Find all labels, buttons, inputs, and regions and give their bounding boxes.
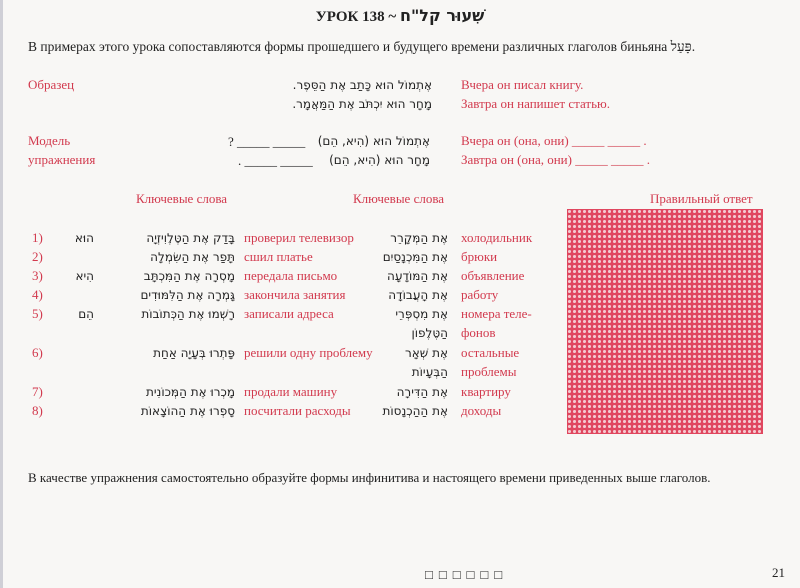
row-6-object-ru-2: проблемы: [461, 364, 517, 379]
answer-heading: Правильный ответ: [650, 191, 753, 206]
row-5-verb-ru: записали адреса: [244, 306, 334, 321]
row-6-object-he: אֶת שְׁאָר: [404, 346, 448, 360]
row-5-object-he: אֶת מִסְפְּרֵי: [395, 307, 448, 321]
model-he-2: מָחָר הוּא (הִיא, הֵם): [329, 153, 430, 167]
sample-he-1: אֶתְמוֹל הוּא כָּתַב אֶת הַסֵּפֶר.: [292, 78, 432, 92]
row-3-pronoun: הִיא: [75, 269, 94, 283]
page-edge-shadow: [0, 0, 3, 588]
row-8-verb-he: סָפְרוּ אֶת הַהוֹצָאוֹת: [140, 404, 235, 418]
row-7-verb-he: מָכְרוּ אֶת הַמְּכוֹנִית: [145, 385, 235, 399]
row-2-verb-he: תָּפַר אֶת הַשִּׂמְלָה: [150, 250, 235, 264]
row-4-object-he: אֶת הָעֲבוֹדָה: [388, 288, 448, 302]
sample-ru-2: Завтра он напишет статью.: [461, 96, 610, 111]
row-8-object-ru: доходы: [461, 403, 502, 418]
row-7-verb-ru: продали машину: [244, 384, 338, 399]
row-3-verb-he: מָסְרָה אֶת הַמִּכְתָּב: [143, 269, 235, 283]
row-3-number: 3): [32, 268, 43, 283]
row-3-verb-ru: передала письмо: [244, 268, 338, 283]
row-4-verb-ru: закончила занятия: [244, 287, 346, 302]
row-5-object-ru: номера теле-: [461, 306, 532, 321]
row-1-object-he: אֶת הַמְּקָרֵר: [390, 231, 448, 245]
sample-ru-1: Вчера он писал книгу.: [461, 77, 584, 92]
row-4-verb-he: גָּמְרָה אֶת הַלִּמּוּדִים: [140, 288, 235, 302]
row-5-pronoun: הֵם: [78, 307, 94, 321]
row-7-number: 7): [32, 384, 43, 399]
page-number: 21: [772, 565, 785, 580]
title-he: שִׁעוּר קל"ח: [399, 6, 485, 25]
model-blank-1: ? _____ _____: [228, 134, 306, 149]
row-5-object-he-2: הַטֶּלֶפוֹן: [411, 326, 448, 340]
sample-he-2: מָחָר הוּא יִכְתֹּב אֶת הַמַּאֲמָר.: [292, 97, 432, 111]
row-4-number: 4): [32, 287, 43, 302]
model-label-2: упражнения: [28, 152, 96, 167]
exercise-instruction: В качестве упражнения самостоятельно образуйте формы инфинитива и настоящего времени приведенных выше глаголов.: [28, 470, 711, 485]
model-label-1: Модель: [28, 133, 71, 148]
row-7-object-he: אֶת הַדִּירָה: [396, 385, 448, 399]
keywords-mid-heading: Ключевые слова: [353, 191, 445, 206]
row-5-object-ru-2: фонов: [461, 325, 496, 340]
row-6-object-ru: остальные: [461, 345, 520, 360]
row-1-verb-ru: проверил телевизор: [244, 230, 354, 245]
row-6-verb-he: פָּתְרוּ בְּעָיָה אַחַת: [153, 346, 235, 360]
row-8-object-he: אֶת הַהַכְנָסוֹת: [382, 404, 448, 418]
row-2-object-ru: брюки: [461, 249, 498, 264]
keywords-left-heading: Ключевые слова: [136, 191, 228, 206]
row-8-number: 8): [32, 403, 43, 418]
row-1-pronoun: הוּא: [74, 231, 94, 245]
intro-text: В примерах этого урока сопоставляются формы прошедшего и будущего времени различных глаголов биньяна פָּעַל.: [28, 39, 696, 54]
row-1-object-ru: холодильник: [461, 230, 533, 245]
row-1-number: 1): [32, 230, 43, 245]
row-8-verb-ru: посчитали расходы: [244, 403, 351, 418]
row-3-object-he: אֶת הַמּוֹדָעָה: [386, 269, 448, 283]
model-ru-1: Вчера он (она, они) _____ _____ .: [461, 133, 647, 148]
row-2-verb-ru: сшил платье: [244, 249, 313, 264]
row-6-verb-ru: решили одну проблему: [244, 345, 373, 360]
model-he-1: אֶתְמוֹל הוּא (הִיא, הֵם): [317, 134, 430, 148]
row-2-number: 2): [32, 249, 43, 264]
title-tilde: ~: [388, 9, 397, 25]
row-7-object-ru: квартиру: [461, 384, 511, 399]
answer-mask-pattern: [567, 209, 763, 434]
row-6-object-he-2: הַבְּעָיוֹת: [411, 365, 448, 379]
title-ru: УРОК 138: [315, 9, 385, 25]
row-6-number: 6): [32, 345, 43, 360]
row-4-object-ru: работу: [461, 287, 499, 302]
row-3-object-ru: объявление: [461, 268, 525, 283]
model-ru-2: Завтра он (она, они) _____ _____ .: [461, 152, 650, 167]
row-5-verb-he: רָשְׁמוּ אֶת הַכְּתוֹבוֹת: [141, 307, 235, 321]
lesson-title: [0, 6, 800, 26]
checkbox-squares: □□□□□□: [425, 567, 509, 582]
row-5-number: 5): [32, 306, 43, 321]
model-blank-2: . _____ _____: [238, 153, 313, 168]
sample-label: Образец: [28, 77, 75, 92]
row-2-object-he: אֶת הַמִּכְנָסַיִם: [382, 250, 448, 264]
row-1-verb-he: בָּדַק אֶת הַטֶּלֶוִיזְיָה: [146, 231, 235, 245]
